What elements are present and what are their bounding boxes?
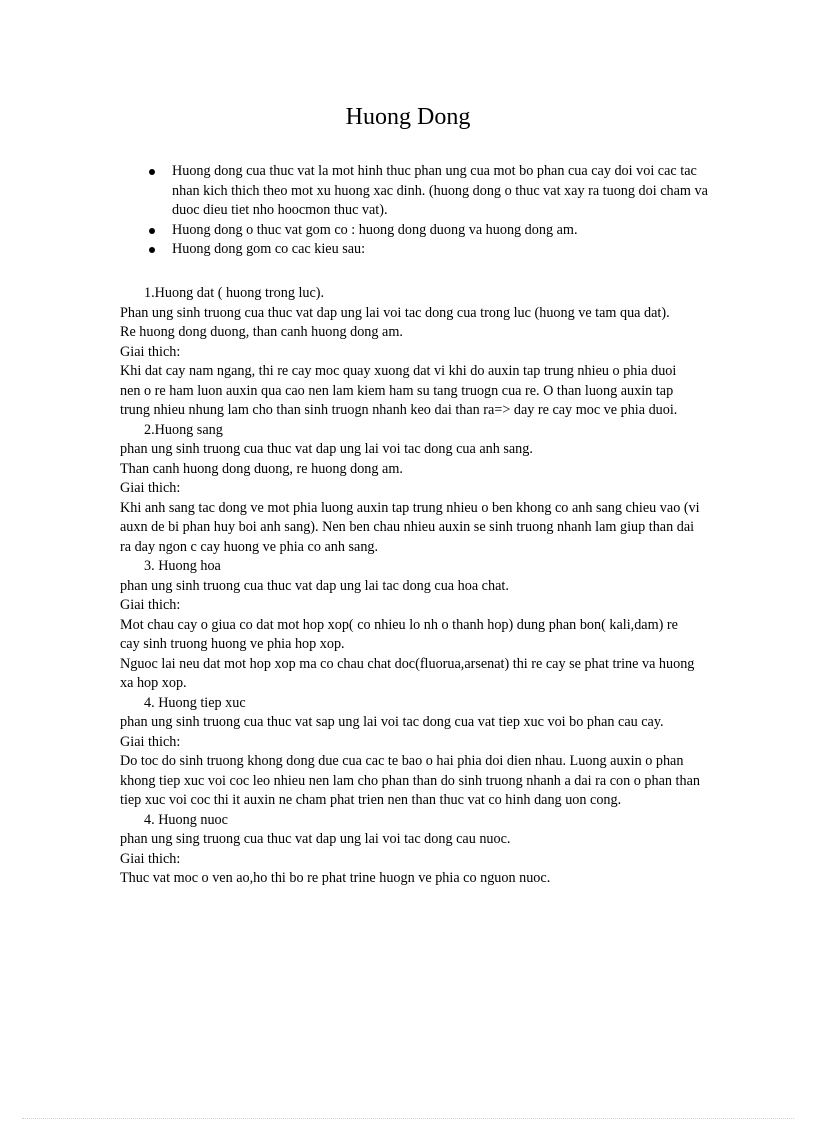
paragraph: phan ung sinh truong cua thuc vat dap ung lai tac dong cua hoa chat. <box>120 577 509 594</box>
section-heading: 4. Huong nuoc <box>144 811 228 828</box>
bullet-list <box>148 162 708 260</box>
paragraph: phan ung sing truong cua thuc vat dap ung lai voi tac dong cau nuoc. <box>120 831 511 847</box>
paragraph: Than canh huong dong duong, re huong dong am. <box>120 460 403 477</box>
section-heading: 1.Huong dat ( huong trong luc). <box>144 285 325 301</box>
document-body <box>120 284 700 889</box>
paragraph: Thuc vat moc o ven ao,ho thi bo re phat trine huogn ve phia co nguon nuoc. <box>120 870 551 886</box>
paragraph: Giai thich: <box>120 480 181 496</box>
section-heading: 3. Huong hoa <box>144 558 221 574</box>
paragraph: Giai thich: <box>120 850 181 867</box>
bullet-item: Huong dong o thuc vat gom co : huong dong duong va huong dong am. <box>148 221 708 241</box>
paragraph: Mot chau cay o giua co dat mot hop xop( co nhieu lo nh o thanh hop) dung phan bon( kali,dam) re cay sinh truong huong ve phia hop xop. <box>120 616 678 652</box>
paragraph: Nguoc lai neu dat mot hop xop ma co chau chat doc(fluorua,arsenat) thi re cay se phat trine va huong xa hop xop. <box>120 655 695 691</box>
paragraph: phan ung sinh truong cua thuc vat dap ung lai voi tac dong cua anh sang. <box>120 441 533 457</box>
paragraph: Phan ung sinh truong cua thuc vat dap ung lai voi tac dong cua trong luc (huong ve tam qua dat). <box>120 304 670 321</box>
paragraph: phan ung sinh truong cua thuc vat sap ung lai voi tac dong cua vat tiep xuc voi bo phan cau cay. <box>120 714 664 730</box>
paragraph: Giai thich: <box>120 343 181 360</box>
paragraph: Khi dat cay nam ngang, thi re cay moc quay xuong dat vi khi do auxin tap trung nhieu o phia duoi nen o re ham luon auxin qua cao nen lam kiem ham su tang truogn cua re. O than luong auxin tap trung nhieu nhung lam cho than sinh truogn nhanh keo dai than ra=> day re cay moc ve phia duoi. <box>120 363 678 418</box>
bullet-item: Huong dong gom co cac kieu sau: <box>148 240 708 260</box>
document-title: Huong Dong <box>345 104 471 130</box>
paragraph: Giai thich: <box>120 597 181 613</box>
paragraph: Do toc do sinh truong khong dong due cua cac te bao o hai phia doi dien nhau. Luong auxin o phan khong tiep xuc voi coc leo nhieu nen lam cho phan than do sinh truong nhanh a dai ra con o phan than tiep xuc voi coc thi it auxin ne cham phat trien nen than thuc vat co hinh dang uon cong. <box>120 753 700 808</box>
paragraph: Re huong dong duong, than canh huong dong am. <box>120 324 403 340</box>
bullet-item: Huong dong cua thuc vat la mot hinh thuc phan ung cua mot bo phan cua cay doi voi cac tac nhan kich thich theo mot xu huong xac dinh. (huong dong o thuc vat xay ra tuong doi cham va duoc dieu tiet nho hoocmon thuc vat). <box>148 162 708 221</box>
section-heading: 2.Huong sang <box>144 421 223 438</box>
section-heading: 4. Huong tiep xuc <box>144 694 246 711</box>
page-bottom-divider <box>22 1118 794 1119</box>
paragraph: Khi anh sang tac dong ve mot phia luong auxin tap trung nhieu o ben khong co anh sang chieu vao (vi auxn de bi phan huy boi anh sang). Nen ben chau nhieu auxin se sinh truong nhanh lam giup than dai ra day ngon c cay huong ve phia co anh sang. <box>120 499 700 555</box>
paragraph: Giai thich: <box>120 733 181 750</box>
